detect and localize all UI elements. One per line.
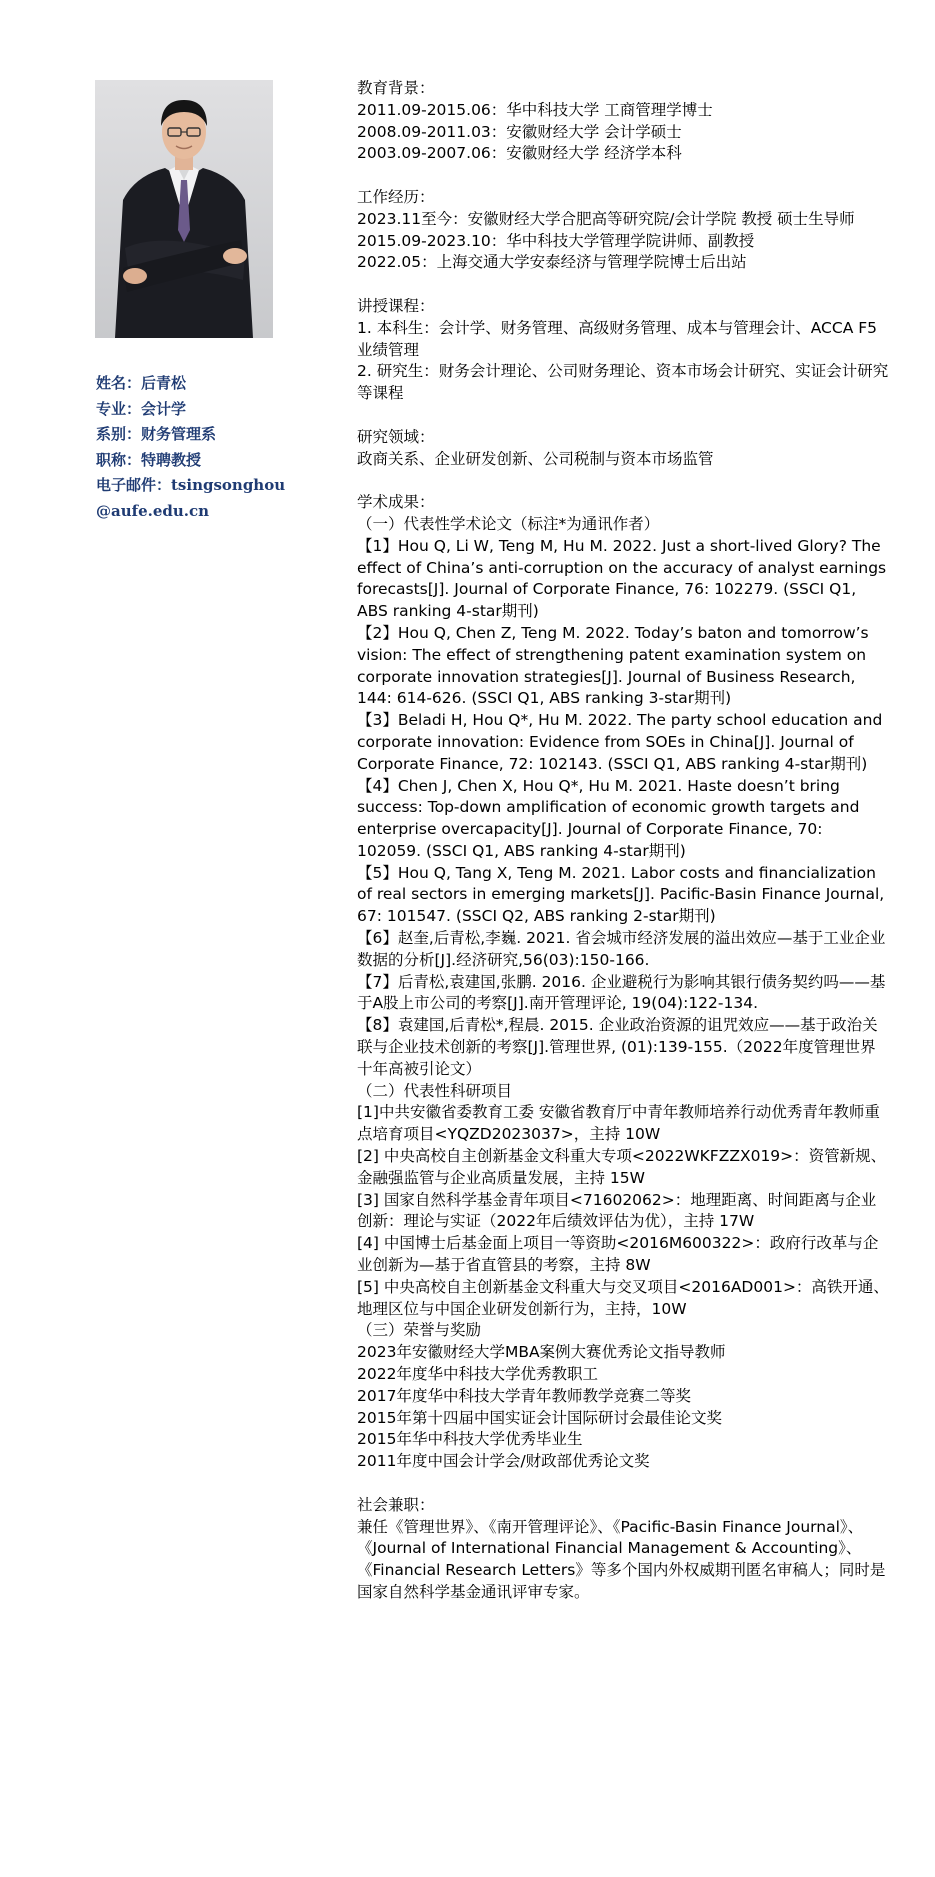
- service-section: [357, 1495, 890, 1604]
- profile-info: [96, 371, 296, 524]
- resume-content: [357, 78, 890, 1604]
- work-heading: 工作经历：: [357, 187, 435, 206]
- achievements-section: [357, 492, 890, 1473]
- paper-item: 【6】赵奎,后青松,李巍. 2021. 省会城市经济发展的溢出效应—基于工业企业数据的分析[J].经济研究,56(03):150-166.: [357, 929, 886, 969]
- education-section: [357, 78, 890, 165]
- project-item: [5] 中央高校自主创新基金文科重大与交叉项目<2016AD001>：高铁开通、地理区位与中国企业研发创新行为，主持，10W: [357, 1277, 889, 1318]
- education-item: 2011.09-2015.06：华中科技大学 工商管理学博士: [357, 100, 713, 119]
- award-item: 2017年度华中科技大学青年教师教学竞赛二等奖: [357, 1386, 691, 1405]
- award-item: 2015年华中科技大学优秀毕业生: [357, 1430, 583, 1449]
- paper-item: 【8】袁建国,后青松*,程晨. 2015. 企业政治资源的诅咒效应——基于政治关联与企业技术创新的考察[J].管理世界, (01):139-155.（2022年度管理世界十年高被引论文）: [357, 1016, 878, 1078]
- paper-item: 【2】Hou Q, Chen Z, Teng M. 2022. Today’s baton and tomorrow’s vision: The effect of strengthening patent examination system on corporate innovation strategies[J]. Journal of Business Research, 144: 614-626. (SSCI Q1, ABS ranking 3-star期刊): [357, 623, 869, 708]
- work-section: [357, 187, 890, 274]
- paper-item: 【1】Hou Q, Li W, Teng M, Hu M. 2022. Just a short-lived Glory? The effect of China’s anti-corruption on the accuracy of analyst earnings forecasts[J]. Journal of Corporate Finance, 76: 102279. (SSCI Q1, ABS ranking 4-star期刊): [357, 536, 887, 621]
- work-item: 2015.09-2023.10：华中科技大学管理学院讲师、副教授: [357, 231, 755, 250]
- project-item: [2] 中央高校自主创新基金文科重大专项<2022WKFZZX019>：资管新规、金融强监管与企业高质量发展，主持 15W: [357, 1147, 887, 1187]
- project-item: [3] 国家自然科学基金青年项目<71602062>：地理距离、时间距离与企业创新：理论与实证（2022年后绩效评估为优），主持 17W: [357, 1190, 877, 1231]
- paper-item: 【5】Hou Q, Tang X, Teng M. 2021. Labor costs and financialization of real sectors in emerging markets[J]. Pacific-Basin Finance Journal, 67: 101547. (SSCI Q2, ABS ranking 2-star期刊): [357, 863, 885, 926]
- project-item: [4] 中国博士后基金面上项目一等资助<2016M600322>：政府行改革与企业创新为—基于省直管县的考察，主持 8W: [357, 1234, 879, 1275]
- profile-email-line2: @aufe.edu.cn: [96, 501, 210, 520]
- award-item: 2011年度中国会计学会/财政部优秀论文奖: [357, 1452, 650, 1471]
- courses-section: [357, 296, 890, 405]
- work-item: 2022.05：上海交通大学安泰经济与管理学院博士后出站: [357, 253, 747, 272]
- paper-item: 【7】后青松,袁建国,张鹏. 2016. 企业避税行为影响其银行债务契约吗——基于A股上市公司的考察[J].南开管理评论, 19(04):122-134.: [357, 972, 886, 1013]
- course-item: 2. 研究生：财务会计理论、公司财务理论、资本市场会计研究、实证会计研究等课程: [357, 362, 889, 403]
- profile-major: 专业：会计学: [96, 399, 187, 418]
- service-text: 兼任《管理世界》、《南开管理评论》、《Pacific-Basin Finance Journal》、《Journal of International Financial Management & Accounting》、《Financial Research Letters》等多个国内外权威期刊匿名审稿人；同时是国家自然科学基金通讯评审专家。: [357, 1517, 886, 1601]
- profile-photo: [95, 80, 273, 338]
- profile-name: 姓名：后青松: [96, 374, 187, 392]
- paper-item: 【4】Chen J, Chen X, Hou Q*, Hu M. 2021. Haste doesn’t bring success: Top-down amplification of economic growth targets and enterprise overcapacity[J]. Journal of Corporate Finance, 70: 102059. (SSCI Q1, ABS ranking 4-star期刊): [357, 776, 860, 860]
- project-item: [1]中共安徽省委教育工委 安徽省教育厅中青年教师培养行动优秀青年教师重点培育项目<YQZD2023037>，主持 10W: [357, 1103, 880, 1144]
- research-section: [357, 427, 890, 471]
- papers-heading: （一）代表性学术论文（标注*为通讯作者）: [357, 514, 660, 533]
- service-heading: 社会兼职：: [357, 1495, 435, 1514]
- awards-heading: （三）荣誉与奖励: [357, 1321, 482, 1340]
- achievements-heading: 学术成果：: [357, 493, 435, 512]
- courses-heading: 讲授课程：: [357, 296, 435, 315]
- education-item: 2008.09-2011.03：安徽财经大学 会计学硕士: [357, 122, 682, 141]
- paper-item: 【3】Beladi H, Hou Q*, Hu M. 2022. The party school education and corporate innovation: Evidence from SOEs in China[J]. Journal of Corporate Finance, 72: 102143. (SSCI Q1, ABS ranking 4-star期刊): [357, 711, 883, 773]
- research-heading: 研究领域：: [357, 427, 435, 446]
- projects-heading: （二）代表性科研项目: [357, 1081, 513, 1100]
- work-item: 2023.11至今：安徽财经大学合肥高等研究院/会计学院 教授 硕士生导师: [357, 209, 855, 228]
- education-heading: 教育背景：: [357, 79, 435, 97]
- education-item: 2003.09-2007.06：安徽财经大学 经济学本科: [357, 144, 682, 163]
- course-item: 1. 本科生：会计学、财务管理、高级财务管理、成本与管理会计、ACCA F5业绩管理: [357, 318, 878, 359]
- award-item: 2022年度华中科技大学优秀教职工: [357, 1365, 598, 1384]
- profile-email-line1: 电子邮件：tsingsonghou: [96, 476, 286, 494]
- award-item: 2015年第十四届中国实证会计国际研讨会最佳论文奖: [357, 1408, 722, 1427]
- award-item: 2023年安徽财经大学MBA案例大赛优秀论文指导教师: [357, 1343, 726, 1362]
- person-portrait-icon: [95, 80, 273, 338]
- research-text: 政商关系、企业研发创新、公司税制与资本市场监管: [357, 449, 714, 468]
- profile-title: 职称：特聘教授: [96, 450, 202, 469]
- profile-department: 系别：财务管理系: [96, 425, 217, 443]
